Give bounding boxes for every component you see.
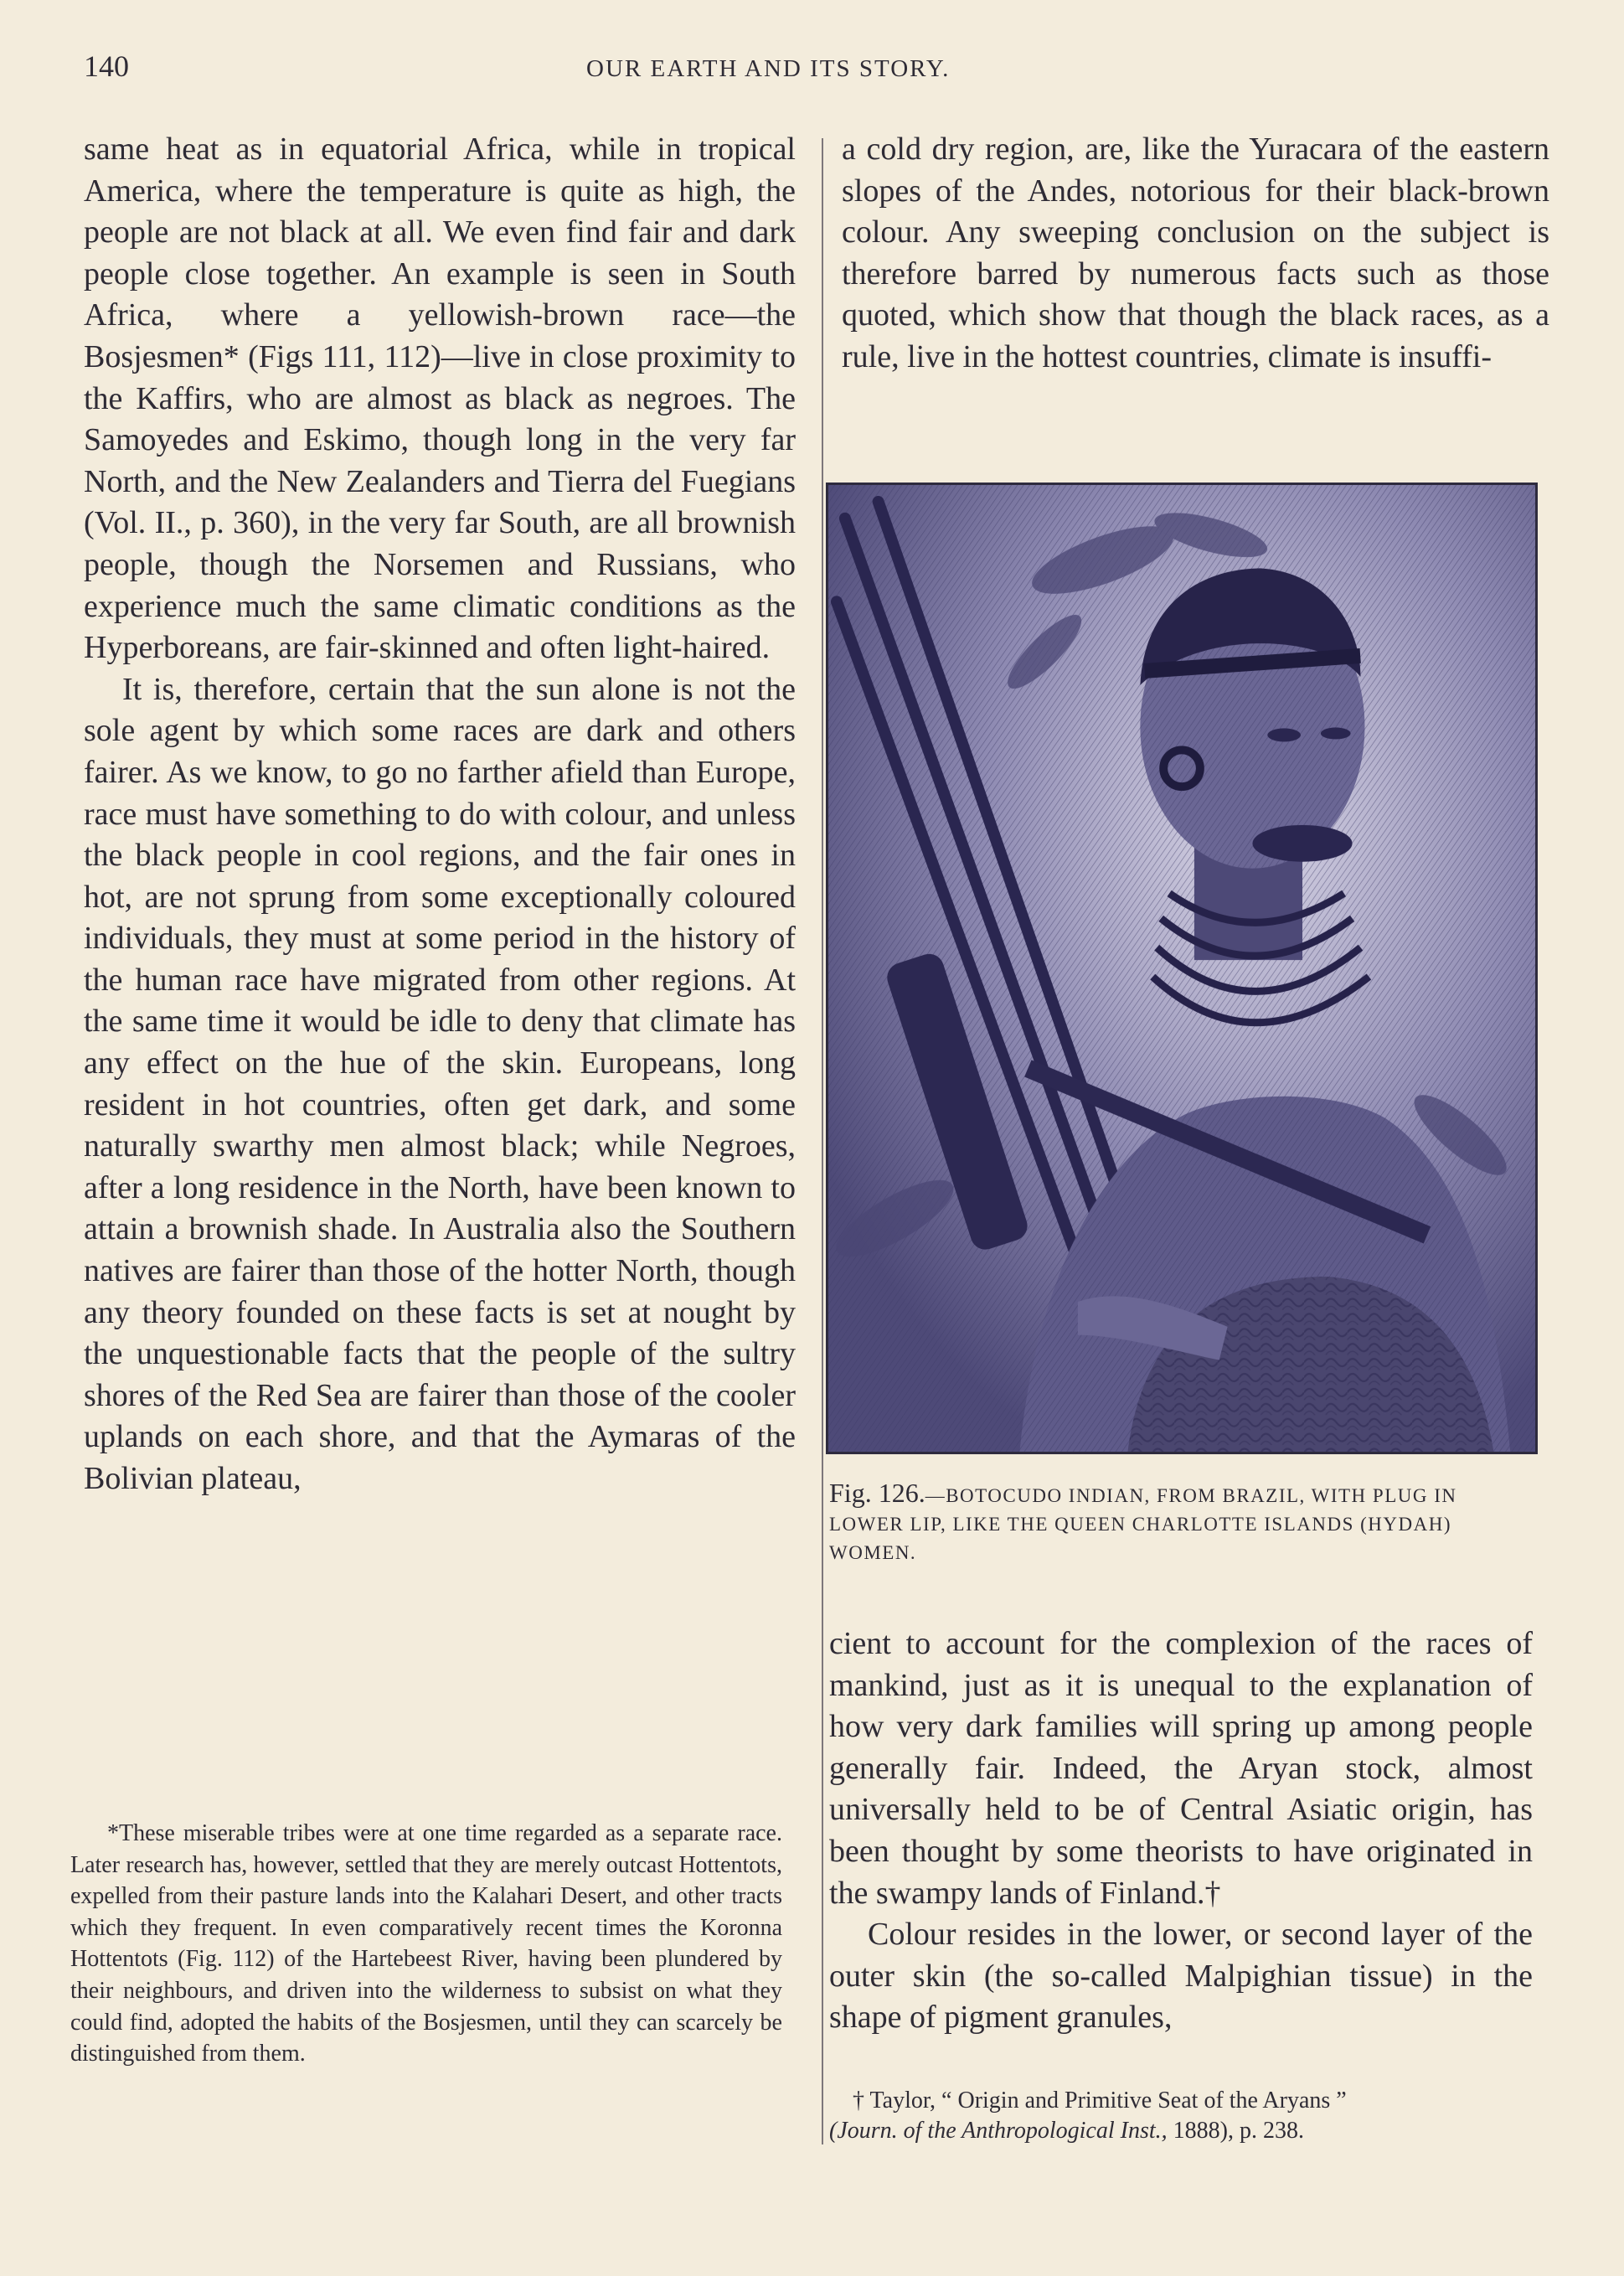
figure-label: Fig. 126. xyxy=(829,1478,925,1508)
right-column-bottom xyxy=(829,1623,1533,2039)
right-footnote-main: † Taylor, “ Origin and Primitive Seat of the Aryans ” xyxy=(853,2088,1347,2113)
figure-engraving xyxy=(826,483,1538,1454)
column-divider xyxy=(822,138,823,2144)
figure-caption-text: —BOTOCUDO INDIAN, FROM BRAZIL, WITH PLUG IN LOWER LIP, LIKE THE QUEEN CHARLOTTE ISLANDS (HYDAH) WOMEN. xyxy=(829,1485,1457,1563)
left-column xyxy=(84,129,796,1500)
right-column-top xyxy=(842,129,1549,379)
right-footnote-tail: 1888), p. 238. xyxy=(1167,2118,1304,2144)
right-footnote-journal: (Journ. of the Anthropological Inst., xyxy=(829,2118,1168,2144)
botocudo-portrait-illustration xyxy=(828,485,1535,1452)
right-paragraph-2: cient to account for the complexion of the races of mankind, just as it is unequal to the explanation of how very dark families will spring up among people generally fair. Indeed, the Aryan stock, almost universally held to be of Central Asiatic origin, has been thought by some theorists to have originated in the swampy lands of Finland.† xyxy=(829,1626,1533,1911)
figure-caption xyxy=(829,1479,1537,1567)
right-paragraph-3: Colour resides in the lower, or second layer of the outer skin (the so-called Malpighian tissue) in the shape of pigment granules, xyxy=(829,1917,1533,2036)
left-footnote xyxy=(70,1818,782,2070)
left-paragraph-2: It is, therefore, certain that the sun alone is not the sole agent by which some races are dark and others fairer. As we know, to go no farther afield than Europe, race must have something to do with colour, and unless the black people in cool regions, and the fair ones in hot, are not sprung from some exceptionally coloured individuals, they must at some period in the history of the human race have migrated from other regions. At the same time it would be idle to deny that climate has any effect on the hue of the skin. Europeans, long resident in hot countries, often get dark, and some naturally swarthy men almost black; while Negroes, after a long residence in the North, have been known to attain a brownish shade. In Australia also the Southern natives are fairer than those of the hotter North, though any theory founded on these facts is set at nought by the unquestionable facts that the people of the sultry shores of the Red Sea are fairer than those of the cooler uplands on each shore, and that the Aymaras of the Bolivian plateau, xyxy=(84,671,796,1496)
right-footnote-text xyxy=(829,2086,1541,2146)
left-paragraph-1: same heat as in equatorial Africa, while in tropical America, where the temperature is quite as high, the people are not black at all. We even find fair and dark people close together. An example is seen in South Africa, where a yellowish-brown race—the Bosjesmen* (Figs 111, 112)—live in close proximity to the Kaffirs, who are almost as black as negroes. The Samoyedes and Eskimo, though long in the very far North, and the New Zealanders and Tierra del Fuegians (Vol. II., p. 360), in the very far South, are all brownish people, though the Norsemen and Russians, who experience much the same climatic conditions as the Hyperboreans, are fair-skinned and often light-haired. xyxy=(84,132,796,666)
right-footnote xyxy=(829,2086,1541,2146)
running-head: OUR EARTH AND ITS STORY. xyxy=(586,55,951,82)
right-paragraph-1: a cold dry region, are, like the Yuracara of the eastern slopes of the Andes, notorious for their black-brown colour. Any sweeping conclusion on the subject is therefore barred by numerous facts such as those quoted, which show that though the black races, as a rule, live in the hottest countries, climate is insuffi- xyxy=(842,132,1549,374)
left-footnote-text: *These miserable tribes were at one time regarded as a separate race. Later research has, however, settled that they are merely outcast Hottentots, expelled from their pasture lands into the Kalahari Desert, and other tracts which they frequent. In even comparatively recent times the Koronna Hottentots (Fig. 112) of the Hartebeest River, having been plundered by their neighbours, and driven into the wilderness to subsist on what they could find, adopted the habits of the Bosjesmen, until they can scarcely be distinguished from them. xyxy=(70,1820,782,2067)
page-number: 140 xyxy=(84,49,129,83)
